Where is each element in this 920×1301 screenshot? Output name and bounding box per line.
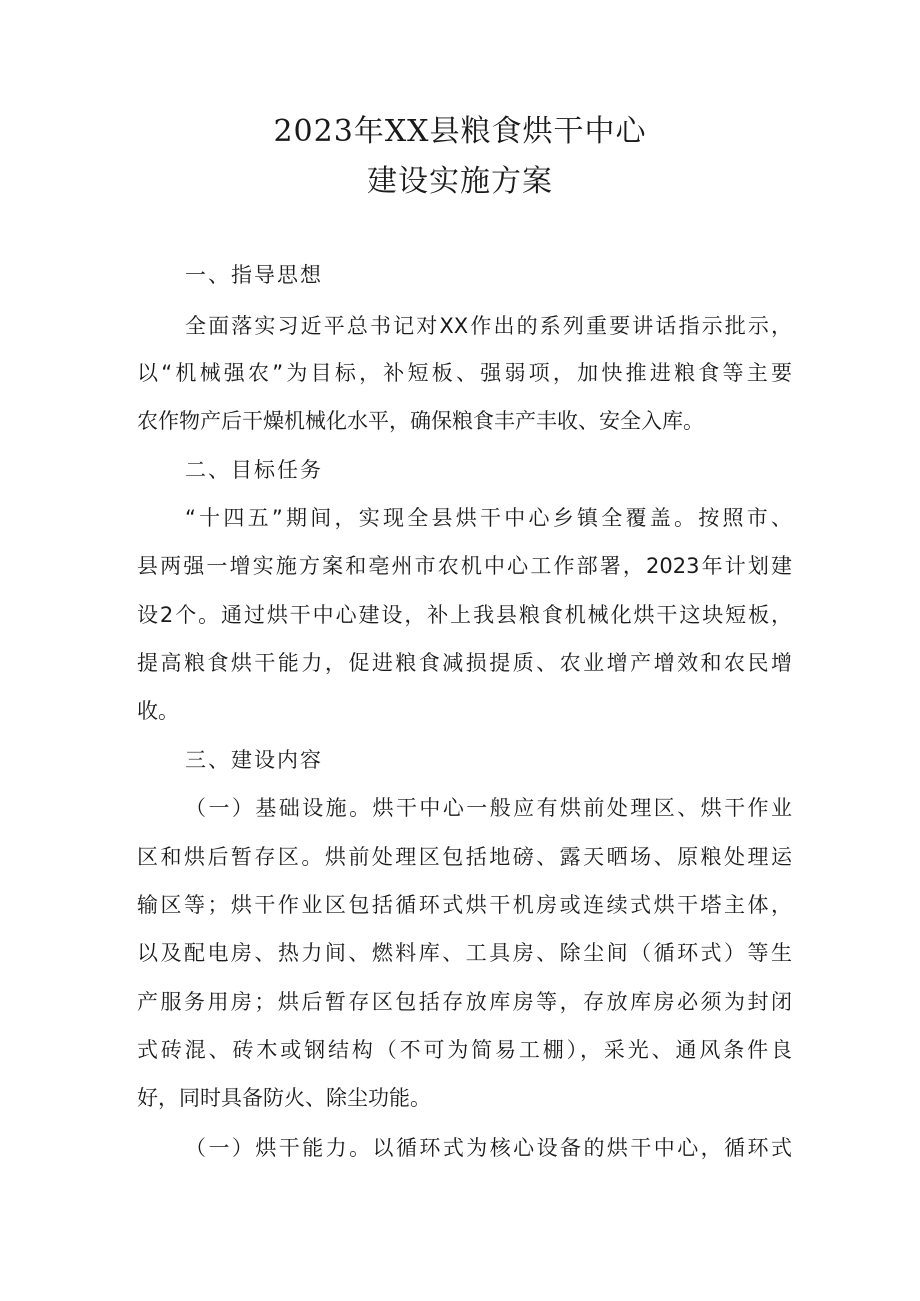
document-title-line-1: 2023年XX县粮食烘干中心 <box>273 114 647 149</box>
paragraph-line: 以及配电房、热力间、燃料库、工具房、除尘间（循环式）等生 <box>137 941 792 965</box>
section-heading-construction-content: 三、建设内容 <box>185 748 323 772</box>
paragraph-line: （一）烘干能力。以循环式为核心设备的烘干中心，循环式 <box>185 1136 792 1160</box>
paragraph-line: 收。 <box>137 699 179 723</box>
paragraph-line: 全面落实习近平总书记对XX作出的系列重要讲话指示批示， <box>185 314 792 338</box>
paragraph-line: 输区等；烘干作业区包括循环式烘干机房或连续式烘干塔主体， <box>137 893 792 917</box>
paragraph-line: （一）基础设施。烘干中心一般应有烘前处理区、烘干作业 <box>185 796 792 820</box>
section-heading-goals-tasks: 二、目标任务 <box>185 458 323 482</box>
paragraph-line: 产服务用房；烘后暂存区包括存放库房等，存放库房必须为封闭 <box>137 990 792 1014</box>
paragraph-line: 以“机械强农”为目标，补短板、强弱项，加快推进粮食等主要 <box>137 361 792 385</box>
section-heading-guiding-ideology: 一、指导思想 <box>185 263 323 287</box>
paragraph-line: 设2个。通过烘干中心建设，补上我县粮食机械化烘干这块短板， <box>137 603 792 627</box>
paragraph-line: 好，同时具备防火、除尘功能。 <box>137 1086 431 1110</box>
paragraph-line: 式砖混、砖木或钢结构（不可为简易工棚），采光、通风条件良 <box>137 1038 792 1062</box>
paragraph-line: 提高粮食烘干能力，促进粮食减损提质、农业增产增效和农民增 <box>137 651 792 675</box>
paragraph-line: “十四五”期间，实现全县烘干中心乡镇全覆盖。按照市、 <box>185 506 792 530</box>
paragraph-line: 区和烘后暂存区。烘前处理区包括地磅、露天晒场、原粮处理运 <box>137 845 792 869</box>
paragraph-line: 农作物产后干燥机械化水平，确保粮食丰产丰收、安全入库。 <box>137 409 704 433</box>
document-title-line-2: 建设实施方案 <box>367 164 553 199</box>
paragraph-line: 县两强一增实施方案和亳州市农机中心工作部署，2023年计划建 <box>137 554 792 578</box>
